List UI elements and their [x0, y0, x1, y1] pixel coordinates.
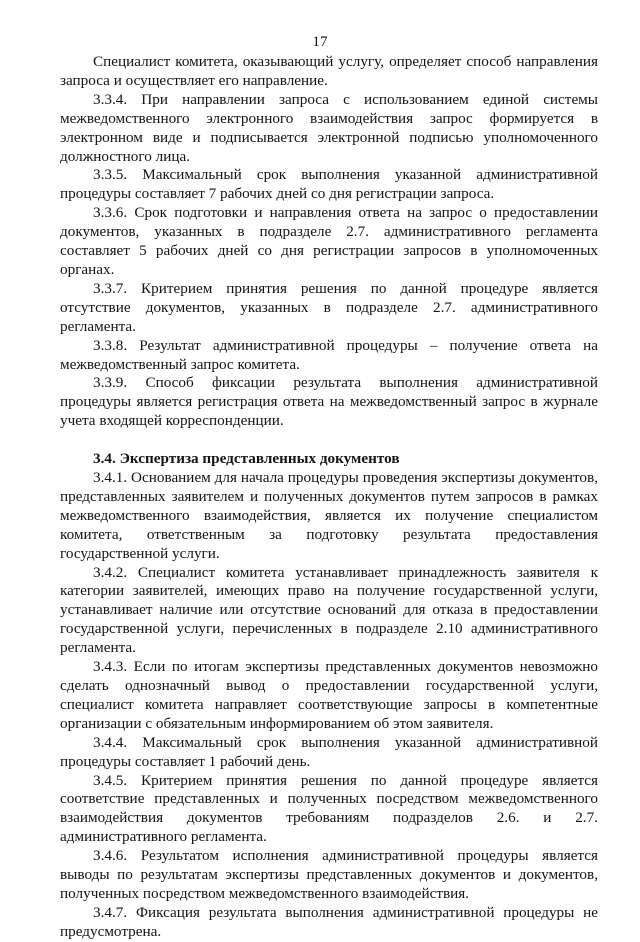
paragraph-3-4-3: 3.4.3. Если по итогам экспертизы представленных документов невозможно сделать однозначный вывод о предоставлении государственной услуги, специалист комитета направляет соответствующие запросы в компетентные организации с обязательным информированием об этом заявителя. [60, 658, 598, 732]
paragraph-3-4-1: 3.4.1. Основанием для начала процедуры проведения экспертизы документов, представленных заявителем и полученных документов путем запросов в рамках межведомственного взаимодействия, является их получение специалистом комитета, ответственным за подготовку результата предоставления государственной услуги. [60, 469, 598, 562]
section-heading: 3.4. Экспертиза представленных документов [93, 450, 400, 468]
paragraph-3-4-2: 3.4.2. Специалист комитета устанавливает принадлежность заявителя к категории заявителей, имеющих право на получение государственной услуги, устанавливает наличие или отсутствие оснований для отказа в предоставлении государственной услуги, перечисленных в подразделе 2.10 административного регламента. [60, 563, 598, 657]
paragraph-3-4-7: 3.4.7. Фиксация результата выполнения административной процедуры не предусмотрена. [60, 903, 598, 940]
paragraph-3-3-4: 3.3.4. При направлении запроса с использованием единой системы межведомственного электронного взаимодействия запрос формируется в электронном виде и подписывается электронной подписью уполномоченного должностного лица. [60, 90, 598, 165]
paragraph-3-3-3-continuation: Специалист комитета, оказывающий услугу, определяет способ направления запроса и осуществляет его направление. [60, 53, 598, 89]
paragraph-3-4-4: 3.4.4. Максимальный срок выполнения указанной административной процедуры составляет 1 рабочий день. [60, 733, 598, 770]
paragraph-3-3-9: 3.3.9. Способ фиксации результата выполнения административной процедуры является регистрация ответа на межведомственный запрос в журнале учета входящей корреспонденции. [60, 374, 598, 430]
paragraph-3-3-6: 3.3.6. Срок подготовки и направления ответа на запрос о предоставлении документов, указанных в подразделе 2.7. административного регламента составляет 5 рабочих дней со дня регистрации запросов в уполномоченных органах. [60, 204, 598, 278]
paragraph-3-4-5: 3.4.5. Критерием принятия решения по данной процедуре является соответствие представленных и полученных посредством межведомственного взаимодействия документов требованиям подразделов 2.6. и 2.7. административного регламента. [60, 771, 598, 846]
paragraph-3-4-6: 3.4.6. Результатом исполнения административной процедуры является выводы по результатам экспертизы представленных документов и документов, полученных посредством межведомственного взаимодействия. [60, 847, 598, 902]
document-body [60, 53, 598, 942]
paragraph-3-3-7: 3.3.7. Критерием принятия решения по данной процедуре является отсутствие документов, указанных в подразделе 2.7. административного регламента. [60, 279, 598, 335]
section-3-4 [60, 450, 598, 942]
page-number: 17 [312, 33, 328, 50]
paragraph-3-3-5: 3.3.5. Максимальный срок выполнения указанной административной процедуры составляет 7 рабочих дней со дня регистрации запроса. [60, 166, 598, 203]
section-3-3 [60, 53, 598, 431]
paragraph-3-3-8: 3.3.8. Результат административной процедуры – получение ответа на межведомственный запрос комитета. [60, 336, 598, 373]
